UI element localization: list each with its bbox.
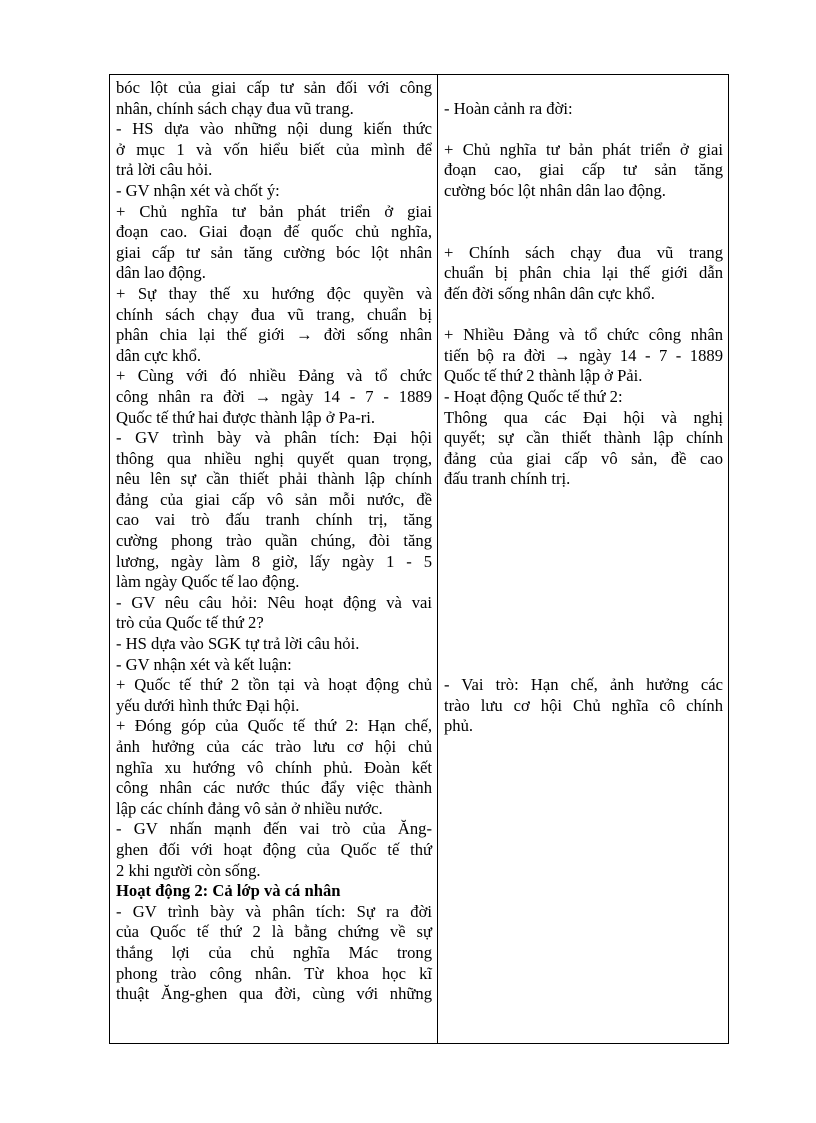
right-column-line: trào lưu cơ hội Chủ nghĩa cô chính	[444, 695, 723, 715]
left-column-line: công nhân các nước thúc đẩy việc thành	[116, 778, 432, 798]
right-column-line	[444, 510, 723, 531]
lesson-table	[109, 74, 729, 1044]
left-column-line: - GV nhận xét và kết luận:	[116, 654, 292, 674]
left-column-line: Hoạt động 2: Cả lớp và cá nhân	[116, 881, 341, 901]
right-column-line	[444, 634, 723, 655]
left-column-line: dân cực khổ.	[116, 345, 202, 365]
right-column-line	[444, 78, 723, 99]
left-column-line: cường phong trào quần chúng, đòi tăng	[116, 531, 432, 551]
right-column-line	[444, 552, 723, 573]
left-column-line: dân lao động.	[116, 263, 206, 283]
left-column-line: cao vai trò đấu tranh chính trị, tăng	[116, 510, 432, 530]
left-column-line: nghĩa xu hướng vô chính phủ. Đoàn kết	[116, 757, 432, 777]
left-column-line: lập các chính đảng vô sản ở nhiều nước.	[116, 798, 383, 818]
right-column-line: phủ.	[444, 716, 474, 736]
right-column-line: Quốc tế thứ 2 thành lập ở Pải.	[444, 366, 643, 386]
left-column-line: giai cấp tư sản tăng cường bóc lột nhân	[116, 242, 432, 262]
right-column-line: + Chính sách chạy đua vũ trang	[444, 242, 723, 262]
teacher-student-activities-column	[110, 75, 438, 1043]
right-column-line: Thông qua các Đại hội và nghị	[444, 407, 723, 427]
right-column-line	[444, 572, 723, 593]
left-column-line: nhân, chính sách chạy đua vũ trang.	[116, 98, 354, 118]
right-column-line: đoạn cao, giai cấp tư sản tăng	[444, 160, 723, 180]
right-column-line	[444, 593, 723, 614]
left-column-line: - GV nhấn mạnh đến vai trò của Ăng-	[116, 819, 432, 839]
left-column-line: chính sách chạy đua vũ trang, chuẩn bị	[116, 304, 432, 324]
left-column-line: yếu dưới hình thức Đại hội.	[116, 695, 300, 715]
left-column-line: - GV nhận xét và chốt ý:	[116, 180, 280, 200]
right-column-line	[444, 222, 723, 243]
right-column-line: đấu tranh chính trị.	[444, 469, 571, 489]
right-column-line: chuẩn bị phân chia lại thế giới dẫn	[444, 263, 723, 283]
left-column-line: trò của Quốc tế thứ 2?	[116, 613, 264, 633]
left-column-line: Quốc tế thứ hai được thành lập ở Pa-ri.	[116, 407, 376, 427]
left-column-line: - GV nêu câu hỏi: Nêu hoạt động và vai	[116, 592, 432, 612]
left-column-line: đảng của giai cấp vô sản mỗi nước, đề	[116, 489, 432, 509]
right-column-line	[444, 613, 723, 634]
right-column-line	[444, 202, 723, 223]
left-column-line: phân chia lại thế giới → đời sống nhân	[116, 325, 432, 345]
left-column-line: - HS dựa vào SGK tự trả lời câu hỏi.	[116, 634, 360, 654]
left-column-line: lương, ngày làm 8 giờ, lấy ngày 1 - 5	[116, 551, 432, 571]
right-column-line	[444, 119, 723, 140]
left-column-line: thông qua nhiều nghị quyết quan trọng,	[116, 448, 432, 468]
right-column-line	[444, 305, 723, 326]
left-column-line: bóc lột của giai cấp tư sản đối với công	[116, 78, 432, 97]
right-column-line	[444, 655, 723, 676]
left-column-line: ở mục 1 và vốn hiểu biết của mình để	[116, 139, 432, 159]
left-column-line: + Đóng góp của Quốc tế thứ 2: Hạn chế,	[116, 716, 432, 736]
left-column-line: - HS dựa vào những nội dung kiến thức	[116, 119, 432, 139]
left-column-line: phong trào công nhân. Từ khoa học kĩ	[116, 963, 432, 983]
left-column-line: ghen đối với hoạt động của Quốc tế thứ	[116, 839, 432, 859]
right-column-line: đảng của giai cấp vô sản, đề cao	[444, 448, 723, 468]
right-column-line: đến đời sống nhân dân cực khổ.	[444, 283, 655, 303]
right-column-line: cường bóc lột nhân dân lao động.	[444, 180, 666, 200]
left-column-line: thắng lợi của chủ nghĩa Mác trong	[116, 942, 432, 962]
left-column-line: ảnh hưởng của các trào lưu cơ hội chủ	[116, 737, 432, 756]
left-column-line: công nhân ra đời → ngày 14 - 7 - 1889	[116, 386, 432, 406]
right-column-line: + Nhiều Đảng và tổ chức công nhân	[444, 325, 723, 345]
left-column-line: trả lời câu hỏi.	[116, 160, 213, 180]
left-column-line: nêu lên sự cần thiết phải thành lập chính	[116, 469, 432, 489]
knowledge-content-column	[438, 75, 728, 1043]
right-column-line: - Hoạt động Quốc tế thứ 2:	[444, 386, 623, 406]
left-column-line: + Chủ nghĩa tư bản phát triển ở giai	[116, 201, 432, 221]
left-column-line: 2 khi người còn sống.	[116, 860, 261, 880]
left-column-line: làm ngày Quốc tế lao động.	[116, 572, 300, 592]
left-column-line: + Cùng với đó nhiều Đảng và tổ chức	[116, 366, 432, 386]
left-column-line: + Sự thay thế xu hướng độc quyền và	[116, 283, 432, 303]
right-column-line	[444, 490, 723, 511]
left-column-line: đoạn cao. Giai đoạn đế quốc chủ nghĩa,	[116, 222, 432, 242]
right-column-line: quyết; sự cần thiết thành lập chính	[444, 428, 723, 448]
right-column-line: + Chủ nghĩa tư bản phát triển ở giai	[444, 139, 723, 159]
left-column-line: - GV trình bày và phân tích: Sự ra đời	[116, 901, 432, 921]
right-column-line: tiến bộ ra đời → ngày 14 - 7 - 1889	[444, 345, 723, 365]
left-column-line: thuật Ăng-ghen qua đời, cùng với những	[116, 984, 432, 1004]
left-column-line: của Quốc tế thứ 2 là bằng chứng về sự	[116, 922, 432, 942]
right-column-line: - Hoàn cảnh ra đời:	[444, 98, 573, 118]
right-column-line	[444, 531, 723, 552]
left-column-line: + Quốc tế thứ 2 tồn tại và hoạt động chủ	[116, 675, 432, 695]
right-column-line: - Vai trò: Hạn chế, ảnh hưởng các	[444, 675, 723, 695]
left-column-line: - GV trình bày và phân tích: Đại hội	[116, 428, 432, 448]
